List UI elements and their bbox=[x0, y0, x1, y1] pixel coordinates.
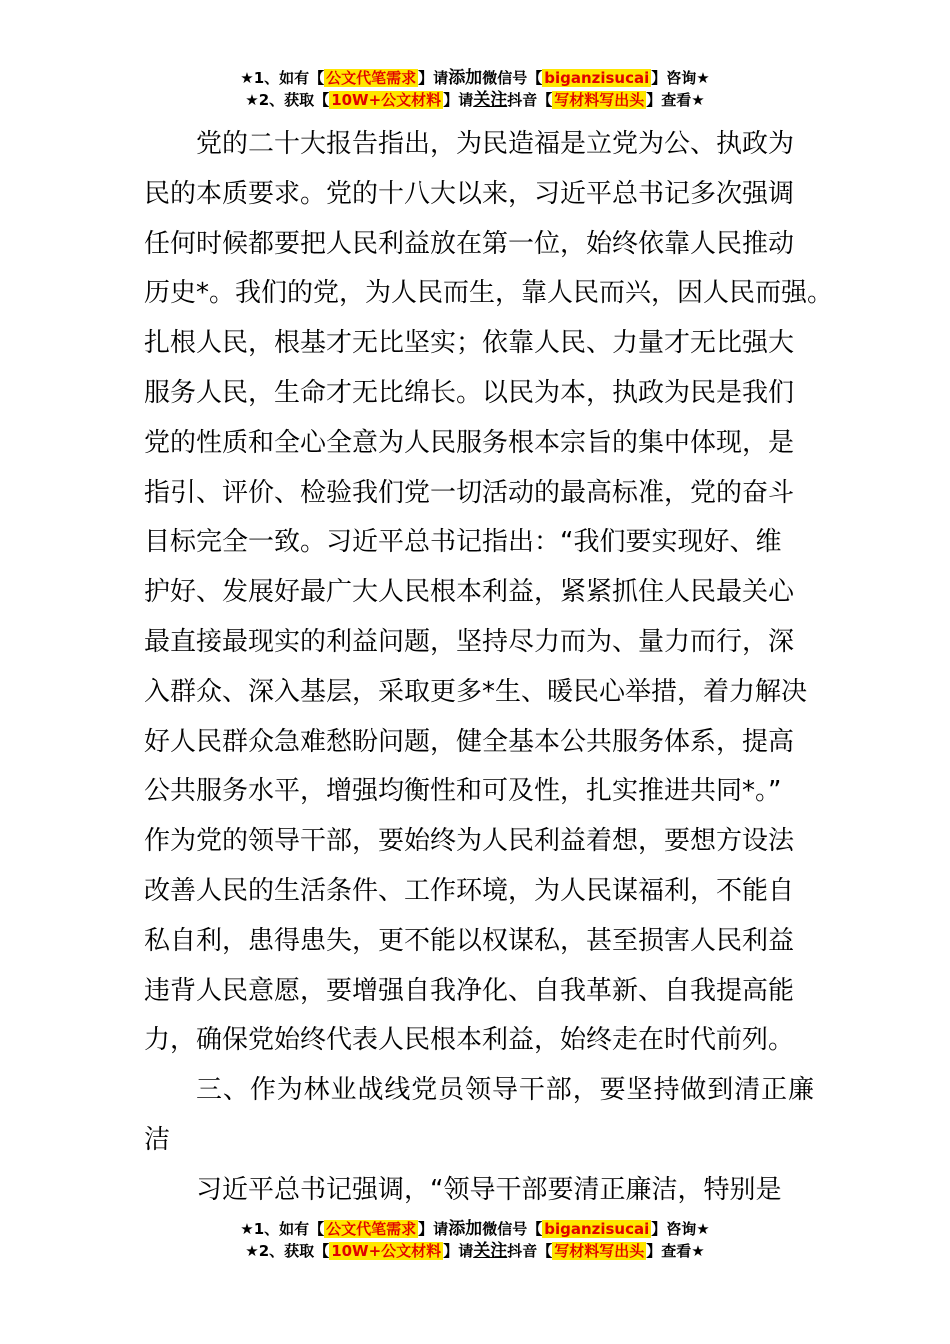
banner-emphasis: 添加 bbox=[448, 68, 483, 88]
banner-line-2 bbox=[0, 89, 950, 111]
banner-highlight: 写材料写出头 bbox=[554, 91, 645, 109]
banner-line-1 bbox=[0, 1218, 950, 1240]
banner-highlight: 10W+公文材料 bbox=[331, 91, 442, 109]
banner-line-1 bbox=[0, 67, 950, 89]
banner-text: 】咨询★ bbox=[651, 69, 710, 87]
banner-highlight: 公文代笔需求 bbox=[326, 69, 417, 87]
para1-line: 民的本质要求。党的十八大以来，习近平总书记多次强调 bbox=[144, 178, 795, 209]
banner-highlight: 写材料写出头 bbox=[554, 1242, 645, 1260]
para2-start: 习近平总书记强调，“领导干部要清正廉洁，特别是 bbox=[196, 1174, 782, 1205]
banner-text: 】查看★ bbox=[646, 1242, 705, 1260]
document-body bbox=[144, 120, 834, 1216]
banner-text: ★2、获取【 bbox=[245, 91, 330, 109]
banner-text: 抖音【 bbox=[507, 1242, 553, 1260]
para1-line: 力，确保党始终代表人民根本利益，始终走在时代前列。 bbox=[144, 1025, 795, 1056]
banner-highlight: 公文代笔需求 bbox=[326, 1220, 417, 1238]
para1-line: 党的二十大报告指出，为民造福是立党为公、执政为 bbox=[196, 129, 795, 159]
para1-line: 改善人民的生活条件、工作环境，为人民谋福利，不能自 bbox=[144, 875, 795, 906]
para1-line: 护好、发展好最广大人民根本利益，紧紧抓住人民最关心 bbox=[144, 577, 795, 608]
banner-text: ★1、如有【 bbox=[240, 69, 325, 87]
banner-text: ★2、获取【 bbox=[245, 1242, 330, 1260]
banner-line-2 bbox=[0, 1240, 950, 1262]
para1-line: 入群众、深入基层，采取更多*生、暖民心举措，着力解决 bbox=[144, 676, 808, 707]
banner-text: 】请 bbox=[418, 1220, 449, 1238]
banner-text: ★1、如有【 bbox=[240, 1220, 325, 1238]
banner-highlight: 10W+公文材料 bbox=[331, 1242, 442, 1260]
para1-line: 公共服务水平，增强均衡性和可及性，扎实推进共同*。” bbox=[144, 776, 782, 807]
para1-line: 历史*。我们的党，为人民而生，靠人民而兴，因人民而强。 bbox=[144, 278, 834, 309]
banner-emphasis: 添加 bbox=[448, 1219, 483, 1239]
para1-line: 服务人民，生命才无比绵长。以民为本，执政为民是我们 bbox=[144, 377, 795, 408]
header-banner bbox=[0, 67, 950, 111]
para1-line: 党的性质和全心全意为人民服务根本宗旨的集中体现，是 bbox=[144, 427, 795, 458]
para1-line: 违背人民意愿，要增强自我净化、自我革新、自我提高能 bbox=[144, 975, 795, 1006]
para1-line: 私自利，患得患失，更不能以权谋私，甚至损害人民利益 bbox=[144, 925, 795, 956]
banner-emphasis: 关注 bbox=[473, 1241, 508, 1261]
section-heading: 三、作为林业战线党员领导干部，要坚持做到清正廉洁 bbox=[144, 1075, 814, 1155]
banner-text: 】请 bbox=[443, 91, 474, 109]
banner-highlight: biganzisucai bbox=[544, 69, 650, 87]
para1-line: 任何时候都要把人民利益放在第一位，始终依靠人民推动 bbox=[144, 228, 795, 259]
footer-banner bbox=[0, 1218, 950, 1262]
banner-text: 】查看★ bbox=[646, 91, 705, 109]
para1-line: 指引、评价、检验我们党一切活动的最高标准，党的奋斗 bbox=[144, 477, 795, 508]
banner-highlight: biganzisucai bbox=[544, 1220, 650, 1238]
para1-line: 扎根人民，根基才无比坚实；依靠人民、力量才无比强大 bbox=[144, 328, 795, 359]
banner-text: 抖音【 bbox=[507, 91, 553, 109]
banner-text: 微信号【 bbox=[482, 1220, 543, 1238]
banner-text: 微信号【 bbox=[482, 69, 543, 87]
banner-text: 】请 bbox=[418, 69, 449, 87]
banner-text: 】咨询★ bbox=[651, 1220, 710, 1238]
para1-line: 最直接最现实的利益问题，坚持尽力而为、量力而行，深 bbox=[144, 626, 795, 657]
banner-emphasis: 关注 bbox=[473, 90, 508, 110]
para1-line: 好人民群众急难愁盼问题，健全基本公共服务体系，提高 bbox=[144, 726, 795, 757]
para1-line: 目标完全一致。习近平总书记指出：“我们要实现好、维 bbox=[144, 527, 782, 558]
para1-line: 作为党的领导干部，要始终为人民利益着想，要想方设法 bbox=[144, 826, 795, 857]
banner-text: 】请 bbox=[443, 1242, 474, 1260]
